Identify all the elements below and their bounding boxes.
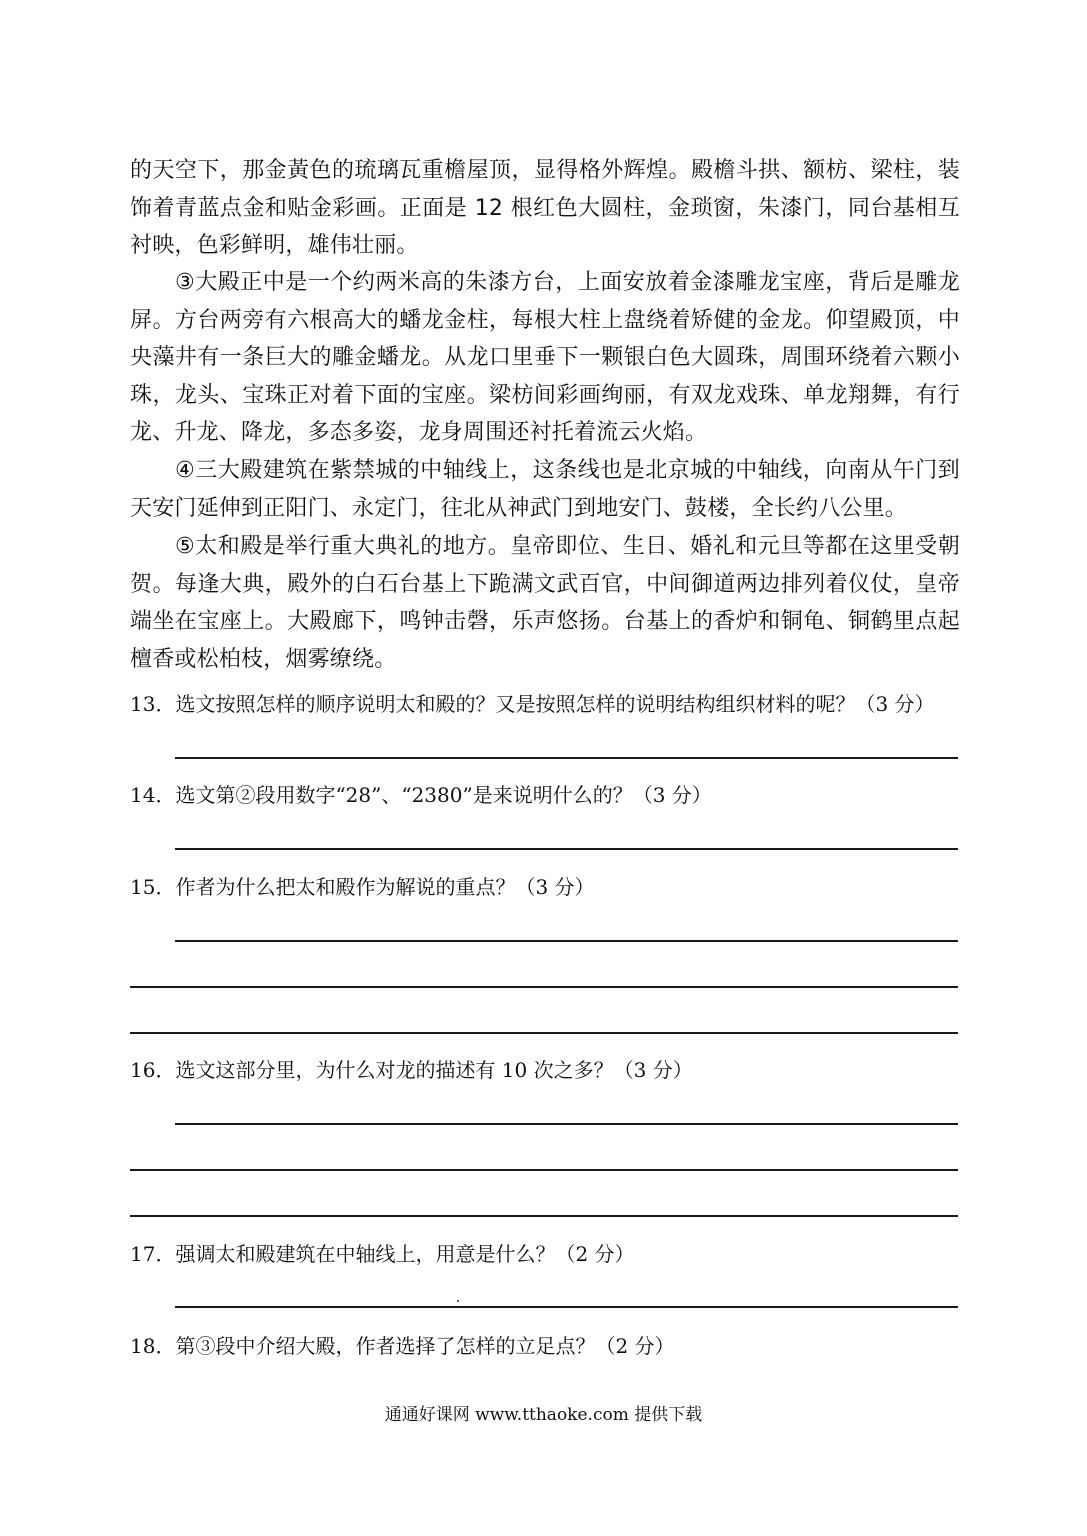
- question-18: 18．第③段中介绍大殿，作者选择了怎样的立足点？（2 分）: [130, 1334, 675, 1358]
- answer-line-16-1[interactable]: [175, 1123, 958, 1125]
- passage-paragraph-4: ④三大殿建筑在紫禁城的中轴线上，这条线也是北京城的中轴线，向南从午门到天安门延伸到正阳门、永定门，往北从神武门到地安门、鼓楼，全长约八公里。: [130, 458, 960, 521]
- question-15: 15．作者为什么把太和殿作为解说的重点？（3 分）: [130, 875, 595, 899]
- passage-paragraph-1: 的天空下，那金黃色的琉璃瓦重檐屋顶，显得格外辉煌。殿檐斗拱、额枋、梁柱，装饰着青蓝点金和贴金彩画。正面是 12 根红色大圆柱，金琐窗，朱漆门，同台基相互衬映，色彩鲜明，雄伟壮丽。: [130, 158, 960, 258]
- answer-line-15-1[interactable]: [175, 940, 958, 942]
- question-13: 13．选文按照怎样的顺序说明太和殿的？又是按照怎样的说明结构组织材料的呢？（3 分）: [130, 692, 935, 716]
- answer-line-16-2[interactable]: [130, 1169, 958, 1171]
- page-footer: 通通好课网 www.tthaoke.com 提供下载: [384, 1405, 703, 1425]
- passage-paragraph-3: ③大殿正中是一个约两米高的朱漆方台，上面安放着金漆雕龙宝座，背后是雕龙屏。方台两旁有六根高大的蟠龙金柱，每根大柱上盘绕着矫健的金龙。仰望殿顶，中央藻井有一条巨大的雕金蟠龙。从龙口里垂下一颗银白色大圆珠，周围环绕着六颗小珠，龙头、宝珠正对着下面的宝座。梁枋间彩画绚丽，有双龙戏珠、单龙翔舞，有行龙、升龙、降龙，多态多姿，龙身周围还衬托着流云火焰。: [130, 270, 960, 445]
- answer-line-16-3[interactable]: [130, 1215, 958, 1217]
- question-17: 17．强调太和殿建筑在中轴线上，用意是什么？（2 分）: [130, 1242, 635, 1266]
- answer-line-17[interactable]: [175, 1306, 958, 1308]
- passage-paragraph-5: ⑤太和殿是举行重大典礼的地方。皇帝即位、生日、婚礼和元旦等都在这里受朝贺。每逢大典，殿外的白石台基上下跪满文武百官，中间御道两边排列着仪仗，皇帝端坐在宝座上。大殿廊下，鸣钟击磬，乐声悠扬。台基上的香炉和铜龟、铜鹤里点起檀香或松柏枝，烟雾缭绕。: [130, 534, 960, 672]
- answer-line-13[interactable]: [175, 757, 958, 759]
- answer-line-15-2[interactable]: [130, 986, 958, 988]
- question-16: 16．选文这部分里，为什么对龙的描述有 10 次之多？（3 分）: [130, 1058, 693, 1082]
- scan-speck: [457, 1300, 459, 1302]
- answer-line-15-3[interactable]: [130, 1032, 958, 1034]
- question-14: 14．选文第②段用数字“28”、“2380”是来说明什么的？（3 分）: [130, 783, 712, 807]
- answer-line-14[interactable]: [175, 848, 958, 850]
